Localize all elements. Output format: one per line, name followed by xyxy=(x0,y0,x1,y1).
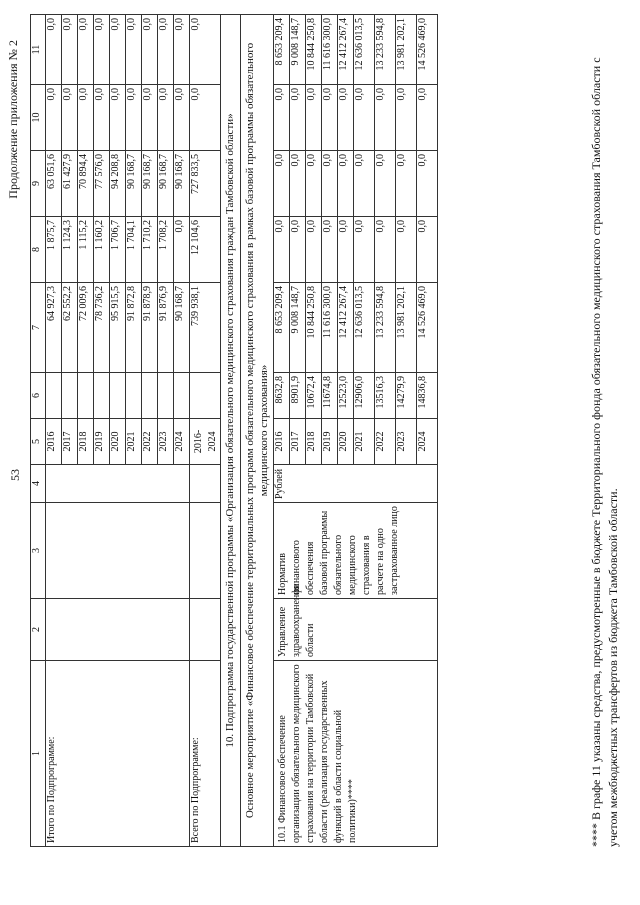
value-cell: 0,0 xyxy=(306,85,322,151)
value-cell: 0,0 xyxy=(375,151,396,217)
value-cell: 0,0 xyxy=(78,85,94,151)
empty-cell xyxy=(78,373,94,419)
year-cell: 2023 xyxy=(396,419,417,465)
value-cell: 91 872,8 xyxy=(126,283,142,373)
value-cell: 0,0 xyxy=(338,151,354,217)
year-cell: 2020 xyxy=(110,419,126,465)
value-cell: 14 526 469,0 xyxy=(417,283,438,373)
value-cell: 8632,8 xyxy=(274,373,290,419)
value-cell: 0,0 xyxy=(158,15,174,85)
value-cell: 727 833,5 xyxy=(190,151,221,217)
empty-cell xyxy=(142,373,158,419)
value-cell: 0,0 xyxy=(94,15,110,85)
year-cell: 2019 xyxy=(94,419,110,465)
value-cell: 11 616 300,0 xyxy=(322,283,338,373)
value-cell: 0,0 xyxy=(290,151,306,217)
value-cell: 12523,0 xyxy=(338,373,354,419)
value-cell: 62 552,2 xyxy=(62,283,78,373)
column-header: 6 xyxy=(31,373,46,419)
value-cell: 0,0 xyxy=(322,217,338,283)
column-header: 8 xyxy=(31,217,46,283)
value-cell: 12 636 013,5 xyxy=(354,283,375,373)
value-cell: 10 844 250,8 xyxy=(306,283,322,373)
activity-indicator: Норматив финансового обеспечения базовой программы обязательного медицинского страхования в расчете на одно застрахованное лицо xyxy=(274,503,438,599)
value-cell: 0,0 xyxy=(375,85,396,151)
year-cell: 2023 xyxy=(158,419,174,465)
value-cell: 0,0 xyxy=(306,217,322,283)
empty-cell xyxy=(46,373,62,419)
value-cell: 0,0 xyxy=(110,85,126,151)
value-cell: 0,0 xyxy=(322,85,338,151)
year-cell: 2020 xyxy=(338,419,354,465)
value-cell: 63 051,6 xyxy=(46,151,62,217)
value-cell: 0,0 xyxy=(375,217,396,283)
value-cell: 0,0 xyxy=(417,151,438,217)
value-cell: 11674,8 xyxy=(322,373,338,419)
value-cell: 9 008 148,7 xyxy=(290,15,306,85)
column-header: 10 xyxy=(31,85,46,151)
value-cell: 0,0 xyxy=(274,85,290,151)
value-cell: 0,0 xyxy=(338,85,354,151)
value-cell: 9 008 148,7 xyxy=(290,283,306,373)
page-number: 53 xyxy=(8,469,22,481)
empty-cell xyxy=(94,373,110,419)
column-header: 9 xyxy=(31,151,46,217)
total-label: Всего по Подпрограмме: xyxy=(190,661,221,847)
column-header: 4 xyxy=(31,465,46,503)
value-cell: 0,0 xyxy=(274,151,290,217)
empty-cell xyxy=(46,503,190,599)
value-cell: 70 894,4 xyxy=(78,151,94,217)
value-cell: 10 844 250,8 xyxy=(306,15,322,85)
activity-unit: Рублей xyxy=(274,465,438,503)
value-cell: 95 915,5 xyxy=(110,283,126,373)
value-cell: 13 233 594,8 xyxy=(375,283,396,373)
value-cell: 13 233 594,8 xyxy=(375,15,396,85)
appendix-title: Продолжение приложения № 2 xyxy=(6,40,20,199)
value-cell: 0,0 xyxy=(94,85,110,151)
value-cell: 12906,0 xyxy=(354,373,375,419)
value-cell: 0,0 xyxy=(322,151,338,217)
column-header: 7 xyxy=(31,283,46,373)
budget-table xyxy=(30,14,438,847)
value-cell: 8901,9 xyxy=(290,373,306,419)
value-cell: 77 576,0 xyxy=(94,151,110,217)
value-cell: 739 938,1 xyxy=(190,283,221,373)
value-cell: 90 168,7 xyxy=(158,151,174,217)
value-cell: 72 009,6 xyxy=(78,283,94,373)
empty-cell xyxy=(190,599,221,661)
year-cell: 2017 xyxy=(62,419,78,465)
value-cell: 90 168,7 xyxy=(174,151,190,217)
value-cell: 91 876,9 xyxy=(158,283,174,373)
activity-row xyxy=(274,15,290,847)
value-cell: 91 878,9 xyxy=(142,283,158,373)
value-cell: 0,0 xyxy=(62,85,78,151)
value-cell: 0,0 xyxy=(290,217,306,283)
value-cell: 1 710,2 xyxy=(142,217,158,283)
value-cell: 78 736,2 xyxy=(94,283,110,373)
value-cell: 64 927,3 xyxy=(46,283,62,373)
column-header: 3 xyxy=(31,503,46,599)
year-cell: 2018 xyxy=(78,419,94,465)
empty-cell xyxy=(46,599,190,661)
value-cell: 1 708,2 xyxy=(158,217,174,283)
value-cell: 11 616 300,0 xyxy=(322,15,338,85)
value-cell: 0,0 xyxy=(396,151,417,217)
year-cell: 2021 xyxy=(126,419,142,465)
value-cell: 0,0 xyxy=(126,15,142,85)
value-cell: 10672,4 xyxy=(306,373,322,419)
year-cell: 2018 xyxy=(306,419,322,465)
empty-cell xyxy=(46,465,190,503)
year-cell: 2019 xyxy=(322,419,338,465)
value-cell: 12 412 267,4 xyxy=(338,15,354,85)
value-cell: 0,0 xyxy=(290,85,306,151)
empty-cell xyxy=(126,373,142,419)
year-cell: 2016-2024 xyxy=(190,419,221,465)
subtotal-row xyxy=(46,15,62,847)
value-cell: 0,0 xyxy=(46,15,62,85)
value-cell: 14836,8 xyxy=(417,373,438,419)
empty-cell xyxy=(190,373,221,419)
year-cell: 2024 xyxy=(417,419,438,465)
value-cell: 0,0 xyxy=(396,217,417,283)
value-cell: 0,0 xyxy=(174,15,190,85)
value-cell: 0,0 xyxy=(62,15,78,85)
value-cell: 1 124,3 xyxy=(62,217,78,283)
subtotal-label: Итого по Подпрограмме: xyxy=(46,661,190,847)
activity-executor: Управление здравоохранения области xyxy=(274,599,438,661)
column-header: 5 xyxy=(31,419,46,465)
header-row xyxy=(31,15,46,847)
year-cell: 2022 xyxy=(375,419,396,465)
value-cell: 94 208,8 xyxy=(110,151,126,217)
value-cell: 0,0 xyxy=(142,15,158,85)
value-cell: 0,0 xyxy=(174,217,190,283)
value-cell: 12 412 267,4 xyxy=(338,283,354,373)
value-cell: 0,0 xyxy=(417,85,438,151)
empty-cell xyxy=(110,373,126,419)
subprogram-title: 10. Подпрограмма государственной программы «Организация обязательного медицинского страхования граждан Тамбовской области» xyxy=(221,15,241,847)
value-cell: 0,0 xyxy=(396,85,417,151)
value-cell: 0,0 xyxy=(46,85,62,151)
value-cell: 0,0 xyxy=(126,85,142,151)
value-cell: 8 653 209,4 xyxy=(274,15,290,85)
value-cell: 14 526 469,0 xyxy=(417,15,438,85)
value-cell: 13 981 202,1 xyxy=(396,15,417,85)
value-cell: 13 981 202,1 xyxy=(396,283,417,373)
value-cell: 90 168,7 xyxy=(174,283,190,373)
activity-name: 10.1 Финансовое обеспечение организации обязательного медицинского страхования на территории Тамбовской области (реализация государственных функций в области социальной политики)**** xyxy=(274,661,438,847)
empty-cell xyxy=(190,503,221,599)
value-cell: 0,0 xyxy=(142,85,158,151)
value-cell: 0,0 xyxy=(417,217,438,283)
column-header: 2 xyxy=(31,599,46,661)
subprogram-row xyxy=(221,15,241,847)
year-cell: 2022 xyxy=(142,419,158,465)
empty-cell xyxy=(190,465,221,503)
value-cell: 0,0 xyxy=(190,15,221,85)
main-activity-row xyxy=(241,15,274,847)
empty-cell xyxy=(174,373,190,419)
year-cell: 2016 xyxy=(46,419,62,465)
value-cell: 12 104,6 xyxy=(190,217,221,283)
value-cell: 0,0 xyxy=(354,151,375,217)
total-row xyxy=(190,15,221,847)
value-cell: 90 168,7 xyxy=(142,151,158,217)
value-cell: 13516,3 xyxy=(375,373,396,419)
value-cell: 12 636 013,5 xyxy=(354,15,375,85)
value-cell: 1 875,7 xyxy=(46,217,62,283)
year-cell: 2024 xyxy=(174,419,190,465)
empty-cell xyxy=(62,373,78,419)
empty-cell xyxy=(158,373,174,419)
year-cell: 2016 xyxy=(274,419,290,465)
value-cell: 1 115,2 xyxy=(78,217,94,283)
value-cell: 0,0 xyxy=(274,217,290,283)
value-cell: 0,0 xyxy=(306,151,322,217)
footnote: **** В графе 11 указаны средства, предусмотренные в бюджете Территориального фонда обязательного медицинского страхования Тамбовской области с учетом межбюджетных трансфертов из бюджета Тамбовской области. xyxy=(589,57,620,847)
value-cell: 0,0 xyxy=(110,15,126,85)
value-cell: 1 706,7 xyxy=(110,217,126,283)
value-cell: 90 168,7 xyxy=(126,151,142,217)
column-header: 11 xyxy=(31,15,46,85)
column-header: 1 xyxy=(31,661,46,847)
value-cell: 0,0 xyxy=(174,85,190,151)
value-cell: 0,0 xyxy=(338,217,354,283)
value-cell: 0,0 xyxy=(158,85,174,151)
value-cell: 0,0 xyxy=(354,217,375,283)
value-cell: 14279,9 xyxy=(396,373,417,419)
year-cell: 2017 xyxy=(290,419,306,465)
value-cell: 1 704,1 xyxy=(126,217,142,283)
value-cell: 0,0 xyxy=(190,85,221,151)
value-cell: 0,0 xyxy=(354,85,375,151)
value-cell: 61 427,9 xyxy=(62,151,78,217)
main-activity-title: Основное мероприятие «Финансовое обеспечение территориальных программ обязательного медицинского страхования в рамках базовой программы обязательного медицинского страхования» xyxy=(241,15,274,847)
value-cell: 1 160,2 xyxy=(94,217,110,283)
value-cell: 8 653 209,4 xyxy=(274,283,290,373)
value-cell: 0,0 xyxy=(78,15,94,85)
year-cell: 2021 xyxy=(354,419,375,465)
